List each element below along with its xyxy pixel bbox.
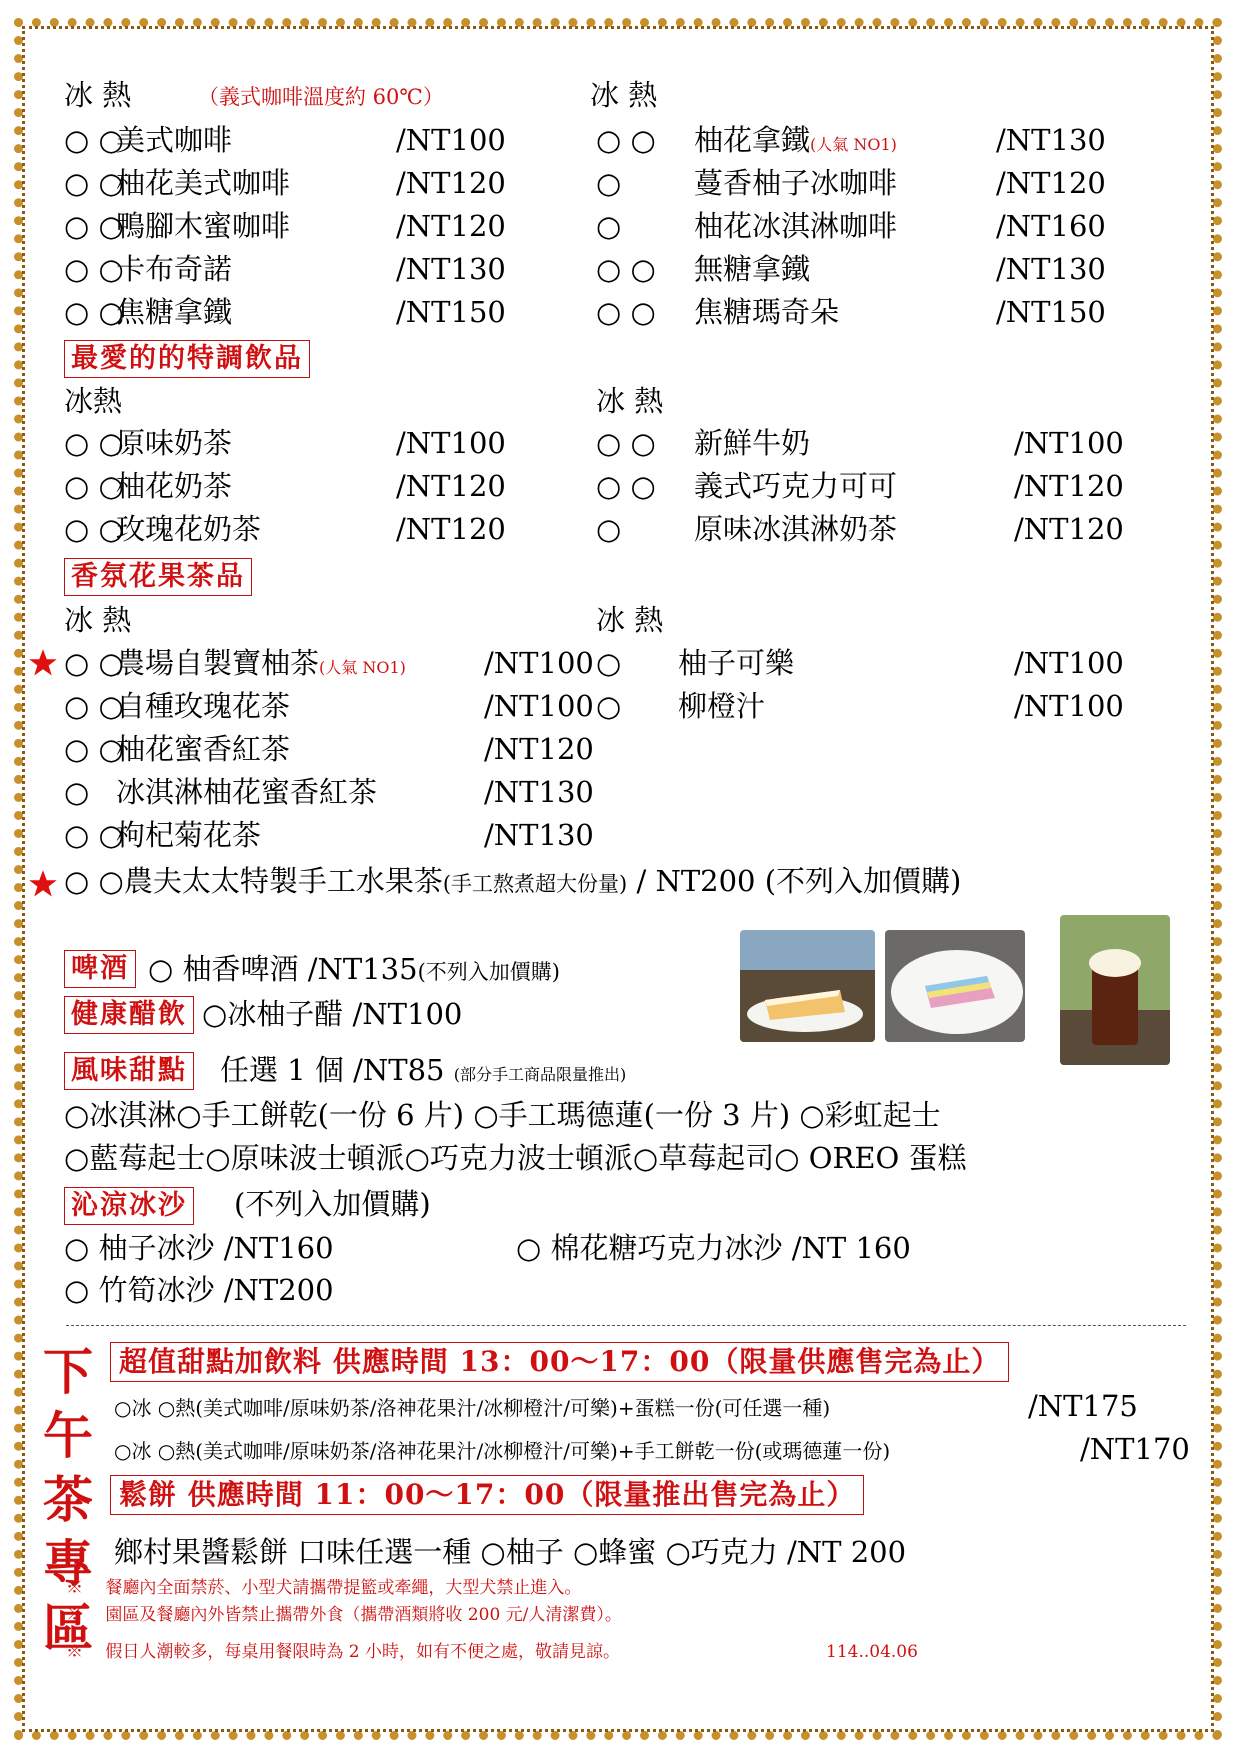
slush-item-3: ○ 竹筍冰沙 /NT200 (64, 1273, 334, 1307)
set1-price: /NT175 (1028, 1389, 1138, 1423)
beer-title: 啤酒 (64, 950, 136, 988)
item-price: /NT120 (1014, 469, 1124, 503)
waffle-title: 鬆餅 供應時間 11：00～17：00（限量推出售完為止） (110, 1475, 864, 1515)
slush-item-2: ○ 棉花糖巧克力冰沙 /NT 160 (516, 1231, 911, 1265)
slush-note: (不列入加價購) (234, 1187, 431, 1221)
note-2: ※ 園區及餐廳內外皆禁止攜帶外食（攜帶酒類將收 200 元/人清潔費）。 (66, 1605, 622, 1625)
item-name-row (116, 732, 290, 766)
item-name-row (694, 469, 897, 503)
item-name-row (116, 646, 406, 685)
item-name-row (116, 689, 290, 723)
ice-hot-options[interactable]: ○ ○ (64, 818, 124, 852)
ice-hot-options[interactable]: ○ ○ (596, 469, 656, 503)
special-header-left: 冰熱 (64, 384, 123, 418)
vertical-char: 區 (43, 1598, 93, 1657)
item-name: 柚子可樂 (678, 646, 795, 680)
item-price: /NT120 (484, 732, 594, 766)
item-price: /NT100 (1014, 689, 1124, 723)
beer-text: ○ 柚香啤酒 /NT135 (148, 952, 418, 986)
ice-hot-options[interactable]: ○ (596, 166, 622, 200)
section-divider (66, 1325, 1186, 1326)
vertical-char: 下 (43, 1342, 93, 1401)
dessert-title: 風味甜點 (64, 1052, 194, 1090)
item-name-row (116, 209, 290, 243)
menu-date: 114..04.06 (826, 1642, 918, 1662)
cake-photo (740, 930, 875, 1042)
vertical-char: 茶 (43, 1470, 93, 1529)
item-name-row (116, 295, 232, 329)
ice-hot-options[interactable]: ○ ○ (596, 123, 656, 157)
item-name: 原味奶茶 (116, 426, 233, 460)
ice-hot-options[interactable]: ○ ○ (64, 689, 124, 723)
ice-hot-options[interactable]: ○ ○ (64, 469, 124, 503)
set1-text: ○冰 ○熱(美式咖啡/原味奶茶/洛神花果汁/冰柳橙汁/可樂)+蛋糕一份(可任選一種) (114, 1396, 831, 1420)
note-3: ※ 假日人潮較多，每桌用餐限時為 2 小時，如有不便之處，敬請見諒。 (66, 1642, 621, 1662)
fruit-tea-name: 農夫太太特製手工水果茶 (123, 864, 443, 898)
ice-hot-options[interactable]: ○ ○ (64, 646, 124, 680)
ice-hot-options[interactable]: ○ (596, 209, 622, 243)
item-price: /NT160 (996, 209, 1106, 243)
item-price: /NT120 (1014, 512, 1124, 546)
item-name-row (678, 646, 794, 680)
item-name: 義式巧克力可可 (694, 469, 898, 503)
item-name-row (116, 252, 232, 286)
item-name-row (694, 209, 897, 243)
item-name-row (694, 295, 839, 329)
ice-hot-options[interactable]: ○ ○ (64, 166, 124, 200)
item-price: /NT130 (396, 252, 506, 286)
rainbow-cheesecake-photo (885, 930, 1025, 1042)
dessert-note: (部分手工商品限量推出) (453, 1065, 627, 1084)
special-header-right: 冰 熱 (596, 384, 664, 418)
item-name: 美式咖啡 (116, 123, 233, 157)
beer-row (148, 952, 560, 989)
item-name: 柚花蜜香紅茶 (116, 732, 291, 766)
item-name: 焦糖瑪奇朵 (694, 295, 840, 329)
vinegar-title: 健康醋飲 (64, 996, 194, 1034)
dessert-line2: ○藍莓起士○原味波士頓派○巧克力波士頓派○草莓起司○ OREO 蛋糕 (64, 1141, 967, 1175)
waffle-text: 鄉村果醬鬆餅 口味任選一種 ○柚子 ○蜂蜜 ○巧克力 /NT 200 (114, 1535, 907, 1569)
ice-hot-options[interactable]: ○ ○ (596, 295, 656, 329)
item-price: /NT100 (484, 689, 594, 723)
item-name: 柳橙汁 (678, 689, 766, 723)
vertical-char: 專 (43, 1534, 93, 1593)
slush-item-1: ○ 柚子冰沙 /NT160 (64, 1231, 334, 1265)
fruit-tea-note: (手工熬煮超大份量) (442, 872, 628, 896)
tea-header-right: 冰 熱 (596, 603, 664, 637)
item-name: 冰淇淋柚花蜜香紅茶 (116, 775, 378, 809)
item-name-row (116, 775, 377, 809)
set2-price: /NT170 (1080, 1432, 1190, 1466)
ice-hot-options[interactable]: ○ ○ (64, 209, 124, 243)
item-name-row (694, 123, 897, 162)
item-name: 新鮮牛奶 (694, 426, 811, 460)
beer-note: (不列入加價購) (417, 960, 560, 984)
item-price: /NT100 (484, 646, 594, 680)
fruit-tea-row (64, 864, 961, 901)
ice-hot-options[interactable]: ○ ○ (64, 123, 124, 157)
item-name-row (116, 469, 232, 503)
ice-hot-options[interactable]: ○ (64, 775, 90, 809)
star-icon (28, 869, 58, 899)
set-title: 超值甜點加飲料 供應時間 13：00～17：00（限量供應售完為止） (110, 1342, 1009, 1382)
item-name-row (116, 512, 261, 546)
ice-hot-options[interactable]: ○ ○ (596, 426, 656, 460)
item-price: /NT130 (484, 775, 594, 809)
item-price: /NT100 (1014, 426, 1124, 460)
item-name-row (694, 166, 897, 200)
item-price: /NT100 (396, 426, 506, 460)
iced-drink-photo (1060, 915, 1170, 1065)
coffee-temp-note: （義式咖啡溫度約 60℃） (198, 85, 444, 109)
item-name: 原味冰淇淋奶茶 (694, 512, 898, 546)
slush-title: 沁涼冰沙 (64, 1187, 194, 1225)
popular-tag: (人氣 NO1) (319, 658, 406, 677)
note-1: ※ 餐廳內全面禁菸、小型犬請攜帶提籃或牽繩，大型犬禁止進入。 (66, 1578, 582, 1598)
item-name-row (694, 252, 810, 286)
dessert-text: 任選 1 個 /NT85 (220, 1053, 445, 1087)
item-price: /NT130 (996, 252, 1106, 286)
item-name: 無糖拿鐵 (694, 252, 811, 286)
fruit-tea-price: / NT200 (不列入加價購) (636, 864, 962, 898)
ice-hot-options[interactable]: ○ ○ (64, 295, 124, 329)
vertical-char: 午 (43, 1406, 93, 1465)
ice-hot-options[interactable]: ○ ○ (596, 252, 656, 286)
item-name: 卡布奇諾 (116, 252, 233, 286)
item-price: /NT150 (396, 295, 506, 329)
item-name: 柚花拿鐵 (694, 123, 811, 157)
ice-hot-options[interactable]: ○ ○ (64, 252, 124, 286)
ice-hot-options[interactable]: ○ ○ (64, 732, 124, 766)
item-price: /NT120 (396, 469, 506, 503)
item-name: 玫瑰花奶茶 (116, 512, 262, 546)
popular-tag: (人氣 NO1) (810, 135, 897, 154)
item-name-row (678, 689, 765, 723)
item-price: /NT130 (996, 123, 1106, 157)
set1-row (114, 1391, 830, 1425)
ice-hot-options[interactable]: ○ (596, 646, 622, 680)
item-name: 鴨腳木蜜咖啡 (116, 209, 291, 243)
dessert-line1: ○冰淇淋○手工餅乾(一份 6 片) ○手工瑪德蓮(一份 3 片) ○彩虹起士 (64, 1098, 941, 1132)
item-price: /NT120 (396, 512, 506, 546)
set2-text: ○冰 ○熱(美式咖啡/原味奶茶/洛神花果汁/冰柳橙汁/可樂)+手工餅乾一份(或瑪德蓮一份) (114, 1439, 891, 1463)
item-name-row (116, 818, 261, 852)
ice-hot-options[interactable]: ○ ○ (64, 426, 124, 460)
item-name-row (694, 512, 897, 546)
item-name-row (116, 426, 232, 460)
item-price: /NT120 (396, 166, 506, 200)
item-name-row (116, 123, 232, 157)
item-price: /NT150 (996, 295, 1106, 329)
vinegar-text: ○冰柚子醋 /NT100 (202, 997, 463, 1031)
item-name-row (116, 166, 290, 200)
item-price: /NT120 (996, 166, 1106, 200)
ice-hot-options[interactable]: ○ (596, 512, 622, 546)
item-price: /NT120 (396, 209, 506, 243)
coffee-header-right: 冰 熱 (590, 78, 658, 112)
star-icon (28, 648, 58, 678)
item-name: 農場自製寶柚茶 (116, 646, 320, 680)
item-name-row (694, 426, 810, 460)
item-name: 自種玫瑰花茶 (116, 689, 291, 723)
item-price: /NT130 (484, 818, 594, 852)
item-name: 柚花美式咖啡 (116, 166, 291, 200)
set2-row (114, 1434, 890, 1468)
tea-title: 香氛花果茶品 (64, 558, 252, 596)
item-price: /NT100 (1014, 646, 1124, 680)
item-name: 蔓香柚子冰咖啡 (694, 166, 898, 200)
coffee-header-left: 冰 熱 (64, 78, 132, 112)
ice-hot-options[interactable]: ○ ○ (64, 512, 124, 546)
special-title: 最愛的的特調飲品 (64, 340, 310, 378)
item-price: /NT100 (396, 123, 506, 157)
item-name: 枸杞菊花茶 (116, 818, 262, 852)
item-name: 柚花奶茶 (116, 469, 233, 503)
fruit-tea-marks: ○ ○ (64, 864, 124, 898)
ice-hot-options[interactable]: ○ (596, 689, 622, 723)
dessert-row (220, 1053, 626, 1092)
tea-header-left: 冰 熱 (64, 603, 132, 637)
item-name: 焦糖拿鐵 (116, 295, 233, 329)
item-name: 柚花冰淇淋咖啡 (694, 209, 898, 243)
